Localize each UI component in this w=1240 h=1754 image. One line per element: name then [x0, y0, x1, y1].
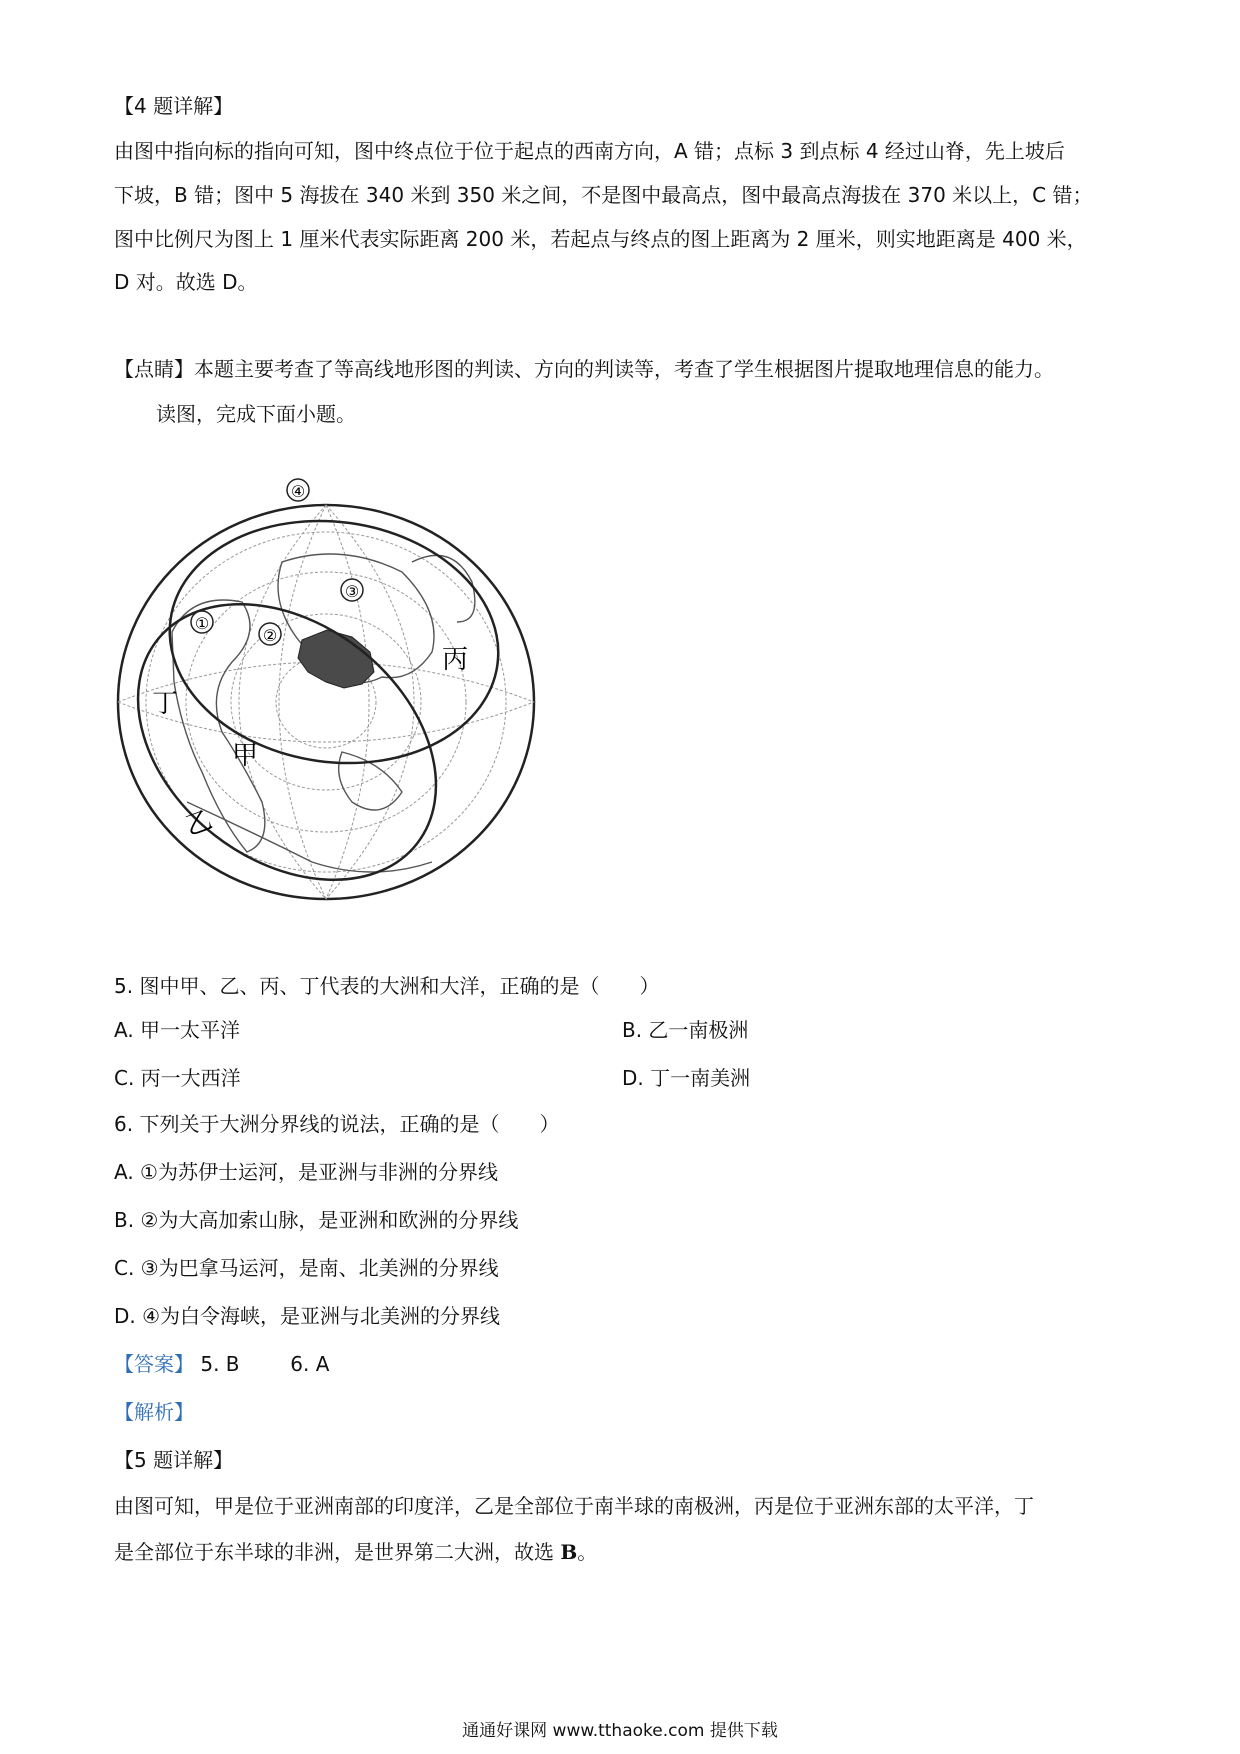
q4-explanation-line: 下坡，B 错；图中 5 海拔在 340 米到 350 米之间，不是图中最高点，图中最高点海拔在 370 米以上，C 错； [114, 183, 1093, 207]
label-bing: 丙 [442, 645, 469, 675]
question-5-option-a[interactable]: A. 甲一太平洋 [114, 1018, 241, 1042]
question-6-option-a[interactable]: A. ①为苏伊士运河，是亚洲与非洲的分界线 [114, 1160, 498, 1184]
q4-explanation-line: 图中比例尺为图上 1 厘米代表实际距离 200 米，若起点与终点的图上距离为 2 厘米，则实地距离是 400 米， [114, 227, 1087, 251]
analysis-label: 【解析】 [114, 1400, 194, 1424]
label-4 [287, 479, 309, 501]
q5-explanation-line [114, 1538, 597, 1566]
question-6-option-b[interactable]: B. ②为大高加索山脉，是亚洲和欧洲的分界线 [114, 1208, 519, 1232]
answer-label: 【答案】 [114, 1352, 194, 1376]
q4-explanation-line: 由图中指向标的指向可知，图中终点位于位于起点的西南方向，A 错；点标 3 到点标 4 经过山脊，先上坡后 [114, 139, 1065, 163]
question-5-stem: 5. 图中甲、乙、丙、丁代表的大洲和大洋，正确的是（ ） [114, 974, 660, 998]
label-jia: 甲 [232, 741, 259, 771]
q5-explanation-text: 是全部位于东半球的非洲，是世界第二大洲，故选 [114, 1540, 561, 1564]
section-heading-q5: 【5 题详解】 [114, 1448, 234, 1472]
question-5-option-b[interactable]: B. 乙一南极洲 [622, 1018, 749, 1042]
answer-q5: 5. B [200, 1352, 240, 1376]
dianjing-note: 【点睛】本题主要考查了等高线地形图的判读、方向的判读等，考查了学生根据图片提取地理信息的能力。 [114, 357, 1054, 381]
page-footer[interactable]: 通通好课网 www.tthaoke.com 提供下载 [462, 1721, 778, 1741]
svg-text:③: ③ [344, 582, 360, 601]
answer-q6: 6. A [290, 1352, 330, 1376]
map-annotations [112, 460, 542, 912]
answer-line [114, 1350, 329, 1378]
question-6-stem: 6. 下列关于大洲分界线的说法，正确的是（ ） [114, 1112, 560, 1136]
svg-text:④: ④ [290, 482, 306, 501]
q5-answer-bold: B [560, 1540, 578, 1564]
label-ding: 丁 [152, 689, 179, 719]
question-6-option-c[interactable]: C. ③为巴拿马运河，是南、北美洲的分界线 [114, 1256, 499, 1280]
svg-text:②: ② [262, 626, 278, 645]
question-5-option-c[interactable]: C. 丙一大西洋 [114, 1066, 241, 1090]
svg-text:①: ① [194, 614, 210, 633]
section-heading-q4: 【4 题详解】 [114, 94, 234, 118]
q5-explanation-end: 。 [577, 1540, 598, 1564]
reading-instruction: 读图，完成下面小题。 [156, 402, 356, 426]
question-5-option-d[interactable]: D. 丁一南美洲 [622, 1066, 751, 1090]
question-6-option-d[interactable]: D. ④为白令海峡，是亚洲与北美洲的分界线 [114, 1304, 501, 1328]
q5-explanation-line: 由图可知，甲是位于亚洲南部的印度洋，乙是全部位于南半球的南极洲，丙是位于亚洲东部的太平洋，丁 [114, 1494, 1034, 1518]
q4-explanation-line: D 对。故选 D。 [114, 270, 258, 294]
label-yi: 乙 [181, 805, 217, 843]
